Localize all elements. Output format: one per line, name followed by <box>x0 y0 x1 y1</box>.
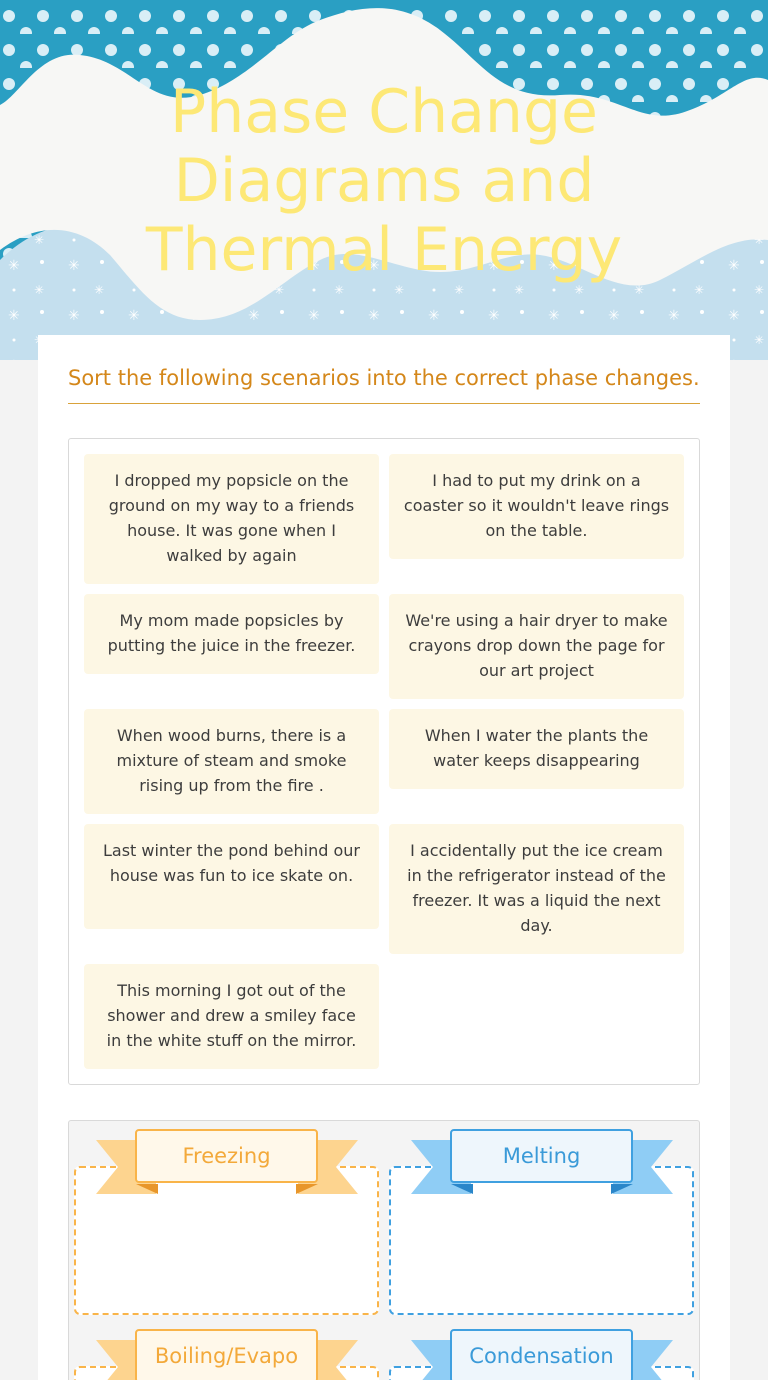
option-text: I dropped my popsicle on the ground on my way to a friends house. It was gone when I walked by again <box>108 471 355 565</box>
category-label-condensation: Condensation <box>450 1329 633 1380</box>
category-label-freezing: Freezing <box>135 1129 318 1183</box>
instructions-text: Sort the following scenarios into the correct phase changes. <box>68 365 700 404</box>
option-text: I had to put my drink on a coaster so it wouldn't leave rings on the table. <box>403 471 670 540</box>
options-panel <box>68 438 700 1085</box>
option-text: This morning I got out of the shower and drew a smiley face in the white stuff on the mirror. <box>106 981 357 1050</box>
main-card <box>38 335 730 1380</box>
option-card-5[interactable] <box>84 709 379 814</box>
category-label-boiling-evaporation: Boiling/Evapo <box>135 1329 318 1380</box>
option-card-7[interactable] <box>84 824 379 929</box>
option-text: I accidentally put the ice cream in the refrigerator instead of the freezer. It was a liquid the next day. <box>407 841 666 935</box>
option-text: We're using a hair dryer to make crayons drop down the page for our art project <box>405 611 668 680</box>
category-label-melting: Melting <box>450 1129 633 1183</box>
categories-panel <box>68 1120 700 1380</box>
option-text: When I water the plants the water keeps disappearing <box>424 726 649 770</box>
header-banner <box>0 0 768 360</box>
option-card-8[interactable] <box>389 824 684 954</box>
option-card-4[interactable] <box>389 594 684 699</box>
option-text: Last winter the pond behind our house was fun to ice skate on. <box>102 841 360 885</box>
option-card-1[interactable] <box>84 454 379 584</box>
option-card-2[interactable] <box>389 454 684 559</box>
option-card-9[interactable] <box>84 964 379 1069</box>
page-title: Phase Change Diagrams and Thermal Energy <box>145 77 623 285</box>
option-text: My mom made popsicles by putting the juice in the freezer. <box>107 611 356 655</box>
option-text: When wood burns, there is a mixture of steam and smoke rising up from the fire . <box>116 726 347 795</box>
option-card-6[interactable] <box>389 709 684 789</box>
option-card-3[interactable] <box>84 594 379 674</box>
